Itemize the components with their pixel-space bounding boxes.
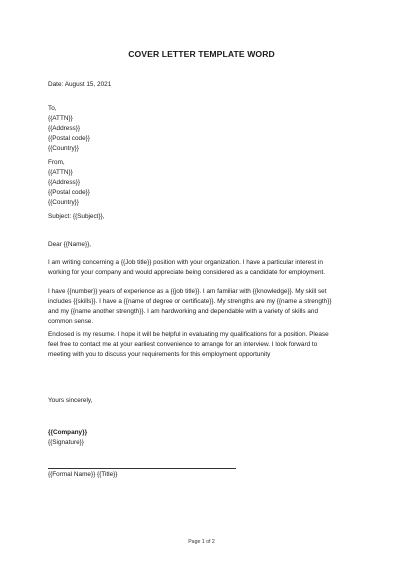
- recipient-postal-code: {{Postal code}}: [48, 135, 90, 142]
- recipient-block: [48, 104, 358, 154]
- subject-line: Subject: {{Subject}},: [48, 213, 105, 220]
- salutation: Dear {{Name}},: [48, 241, 91, 248]
- sender-label: From,: [48, 159, 65, 166]
- paragraph-line: Enclosed is my resume. I hope it will be helpful in evaluating my qualifications for a position. Please: [48, 331, 329, 338]
- signature-line: [48, 468, 236, 469]
- sender-postal-code: {{Postal code}}: [48, 189, 90, 196]
- paragraph-line: common sense.: [48, 318, 94, 325]
- body-paragraph-3: [48, 330, 358, 360]
- sender-block: [48, 158, 358, 208]
- company-name: {{Company}}: [48, 429, 88, 436]
- recipient-attn: {{ATTN}}: [48, 115, 73, 122]
- signature-block: [48, 428, 358, 448]
- signature: {{Signature}}: [48, 439, 84, 446]
- body-paragraph-2: [48, 287, 358, 327]
- body-paragraph-1: [48, 258, 358, 278]
- paragraph-line: working for your company and would appreciate being considered as a candidate for employment.: [48, 269, 326, 276]
- formal-name: {{Formal Name}} {{Title}}: [48, 471, 118, 478]
- paragraph-line: meeting with you to discuss your requirements for this employment opportunity: [48, 351, 271, 358]
- recipient-label: To,: [48, 105, 57, 112]
- paragraph-line: includes {{skills}}. I have a {{name of degree or certificate}}. My strengths are my {{name a strength}}: [48, 298, 332, 305]
- paragraph-line: and my {{name another strength}}. I am hardworking and dependable with a variety of skills and: [48, 308, 318, 315]
- paragraph-line: I have {{number}} years of experience as a {{job title}}. I am familiar with {{knowledge}}. My skill set: [48, 288, 327, 295]
- sender-address: {{Address}}: [48, 179, 80, 186]
- sender-country: {{Country}}: [48, 199, 79, 206]
- document-title: COVER LETTER TEMPLATE WORD: [128, 49, 275, 59]
- recipient-address: {{Address}}: [48, 125, 80, 132]
- paragraph-line: I am writing concerning a {{Job title}} position with your organization. I have a particular interest in: [48, 259, 323, 266]
- sender-attn: {{ATTN}}: [48, 169, 73, 176]
- recipient-country: {{Country}}: [48, 145, 79, 152]
- page-number: Page 1 of 2: [188, 539, 215, 545]
- paragraph-line: feel free to contact me at your earliest convenience to arrange for an interview. I look forward to: [48, 341, 318, 348]
- date-line: Date: August 15, 2021: [48, 81, 112, 88]
- closing: Yours sincerely,: [48, 397, 93, 404]
